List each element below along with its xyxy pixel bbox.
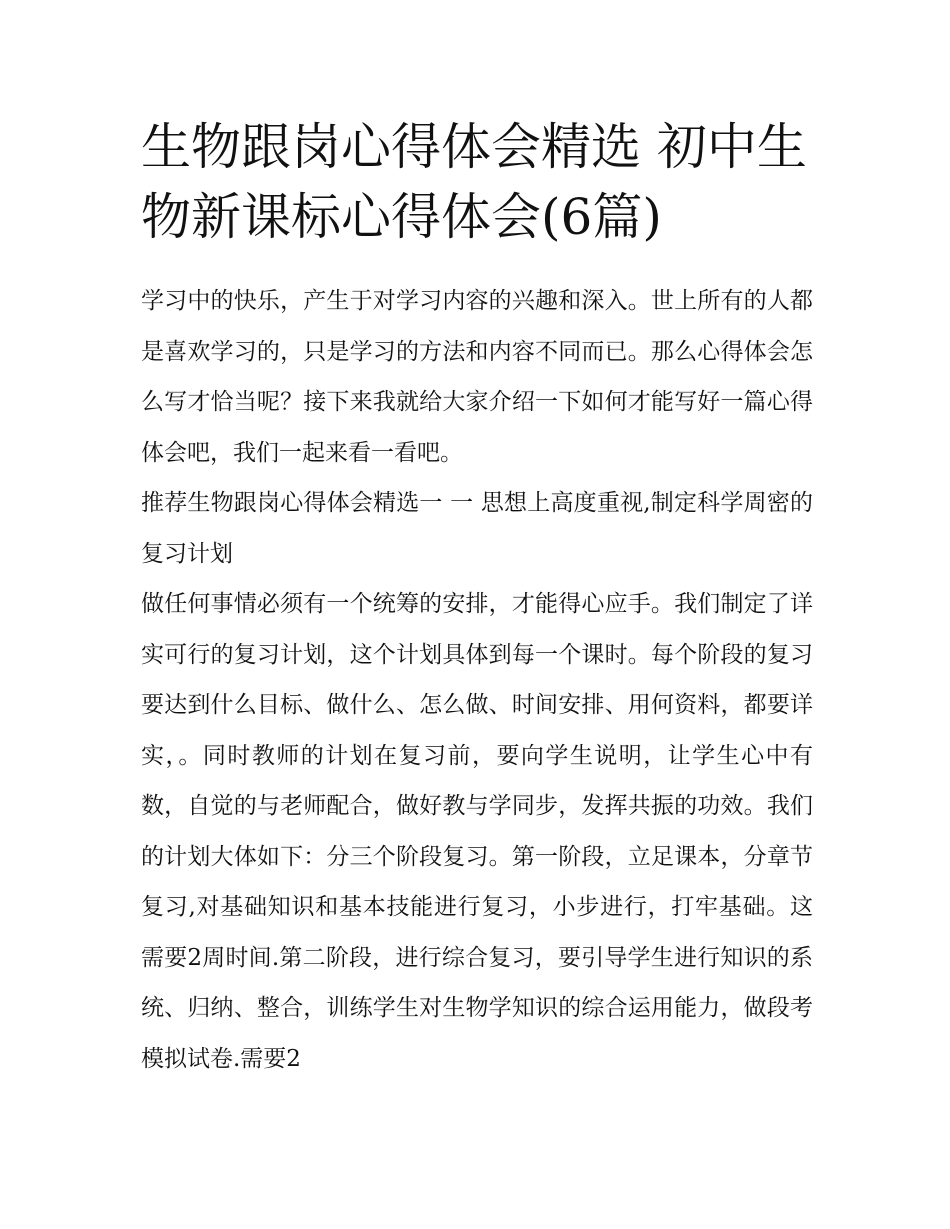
document-page [141,112,813,1084]
body-paragraph: 做任何事情必须有一个统筹的安排，才能得心应手。我们制定了详实可行的复习计划，这个计划具体到每一个课时。每个阶段的复习要达到什么目标、做什么、怎么做、时间安排、用何资料，都要详实，。同时教师的计划在复习前，要向学生说明，让学生心中有数，自觉的与老师配合，做好教与学同步，发挥共振的功效。我们的计划大体如下：分三个阶段复习。第一阶段，立足课本，分章节复习,对基础知识和基本技能进行复习，小步进行，打牢基础。这需要2周时间.第二阶段，进行综合复习，要引导学生进行知识的系统、归纳、整合，训练学生对生物学知识的综合运用能力，做段考模拟试卷.需要2 [141,591,813,1072]
document-title: 生物跟岗心得体会精选 初中生物新课标心得体会(6篇) [141,118,807,246]
section-heading: 推荐生物跟岗心得体会精选一 一 思想上高度重视,制定科学周密的复习计划 [141,490,813,567]
intro-paragraph: 学习中的快乐，产生于对学习内容的兴趣和深入。世上所有的人都是喜欢学习的，只是学习的方法和内容不同而已。那么心得体会怎么写才恰当呢？接下来我就给大家介绍一下如何才能写好一篇心得体会吧，我们一起来看一看吧。 [141,288,813,466]
